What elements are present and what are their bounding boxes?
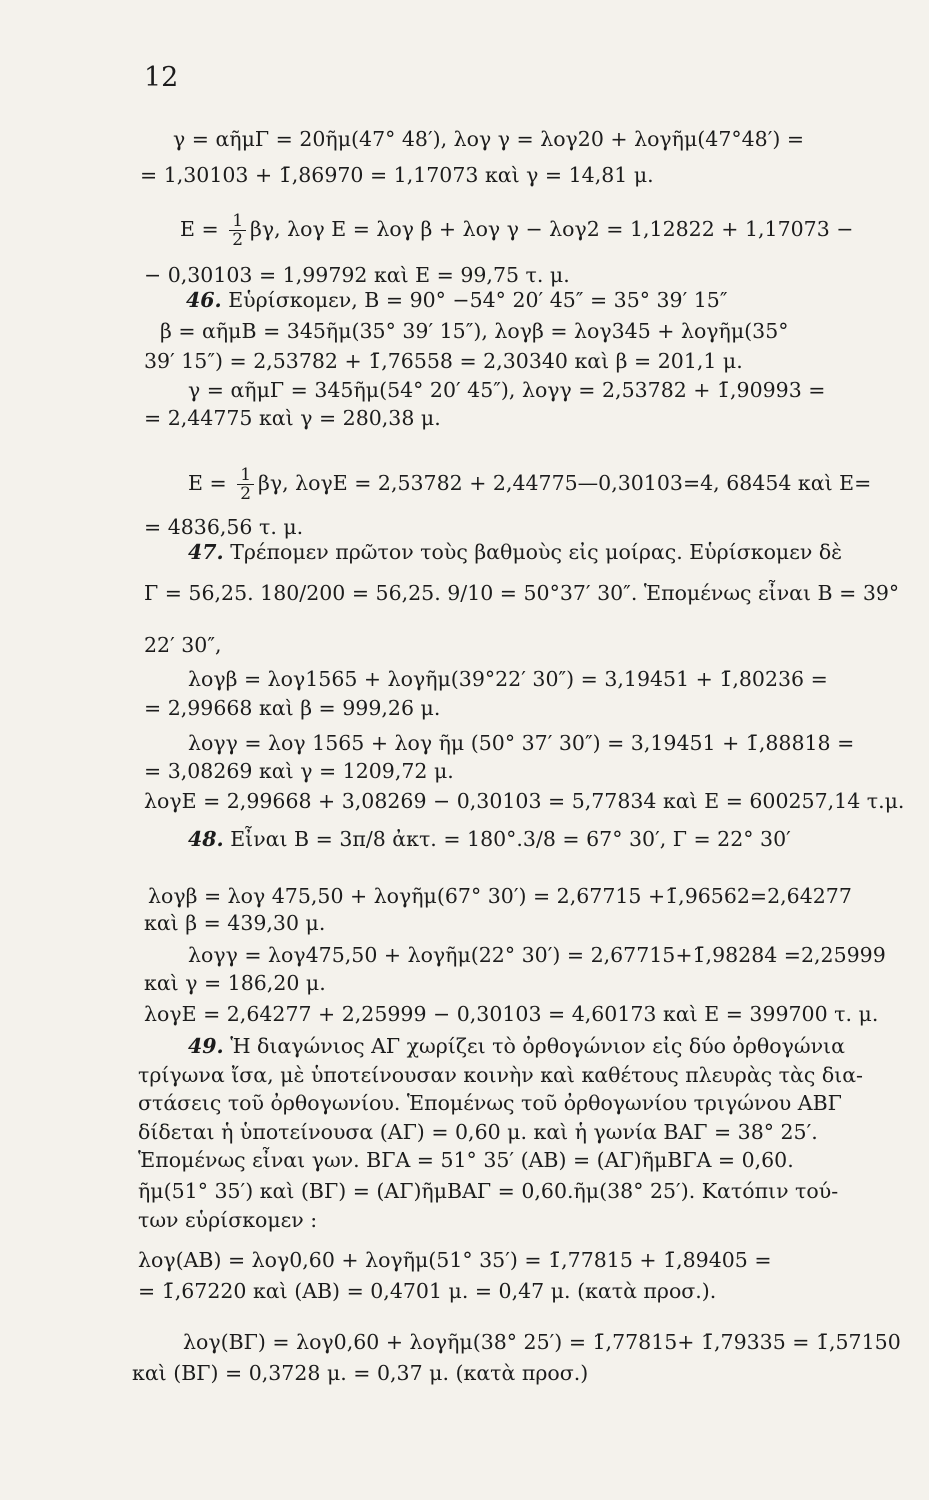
text-line: λογβ = λογ 475,50 + λογῆμ(67° 30′) = 2,67715 +1̄,96562=2,64277 (148, 884, 852, 908)
text-line: Ἑπομένως εἶναι γων. ΒΓΑ = 51° 35′ (ΑΒ) = (ΑΓ)ῆμΒΓΑ = 0,60. (138, 1148, 794, 1172)
text-line: λογγ = λογ475,50 + λογῆμ(22° 30′) = 2,67715+1̄,98284 =2,25999 (188, 943, 886, 967)
exercise-number: 46. (186, 288, 222, 312)
text-line: 49. Ἡ διαγώνιος ΑΓ χωρίζει τὸ ὀρθογώνιον εἰς δύο ὀρθογώνια (188, 1034, 845, 1058)
text-line: = 2,99668 καὶ β = 999,26 μ. (144, 696, 441, 720)
text-line: 39′ 15″) = 2,53782 + 1̄,76558 = 2,30340 καὶ β = 201,1 μ. (144, 349, 743, 373)
exercise-number: 49. (188, 1034, 224, 1058)
text-line: λογ(ΑΒ) = λογ0,60 + λογῆμ(51° 35′) = 1̄,77815 + 1̄,89405 = (138, 1248, 772, 1272)
text-line: E = $\frac{1}{2}$ βγ, λογE = 2,53782 + 2,44775—0,30103=4, 68454 καὶ E= (188, 466, 872, 503)
text-line: στάσεις τοῦ ὀρθογωνίου. Ἑπομένως τοῦ ὀρθογωνίου τριγώνου ΑΒΓ (138, 1091, 842, 1115)
exercise-number: 47. (188, 540, 224, 564)
text-line: − 0,30103 = 1,99792 καὶ E = 99,75 τ. μ. (144, 263, 570, 287)
text-line: δίδεται ἡ ὑποτείνουσα (ΑΓ) = 0,60 μ. καὶ ἡ γωνία ΒΑΓ = 38° 25′. (138, 1120, 818, 1144)
text-line: = 1̄,67220 καὶ (ΑΒ) = 0,4701 μ. = 0,47 μ. (κατὰ προσ.). (138, 1279, 717, 1303)
fraction: $\frac{1}{2}$ (229, 212, 246, 249)
text-line: καὶ β = 439,30 μ. (144, 911, 326, 935)
text-line: 22′ 30″, (144, 633, 222, 657)
text-line: γ = αῆμΓ = 20ῆμ(47° 48′), λογ γ = λογ20 + λογῆμ(47°48′) = (173, 127, 805, 151)
text-line: των εὑρίσκομεν : (138, 1208, 318, 1232)
text-line: 46. Εὑρίσκομεν, B = 90° −54° 20′ 45″ = 35° 39′ 15″ (186, 288, 728, 312)
text-line: = 2,44775 καὶ γ = 280,38 μ. (144, 406, 441, 430)
text-line: = 3,08269 καὶ γ = 1209,72 μ. (144, 759, 454, 783)
text-line: E = $\frac{1}{2}$ βγ, λογ E = λογ β + λογ γ − λογ2 = 1,12822 + 1,17073 − (180, 212, 854, 249)
text-line: λογγ = λογ 1565 + λογ ῆμ (50° 37′ 30″) = 3,19451 + 1̄,88818 = (188, 731, 855, 755)
page-number: 12 (144, 62, 179, 93)
text-line: 47. Τρέπομεν πρῶτον τοὺς βαθμοὺς εἰς μοίρας. Εὑρίσκομεν δὲ (188, 540, 843, 564)
text-line: = 1,30103 + 1̄,86970 = 1,17073 καὶ γ = 14,81 μ. (140, 163, 654, 187)
exercise-number: 48. (188, 827, 224, 851)
text-line: 48. Εἶναι B = 3π/8 ἀκτ. = 180°.3/8 = 67° 30′, Γ = 22° 30′ (188, 827, 791, 851)
text-line: γ = αῆμΓ = 345ῆμ(54° 20′ 45″), λογγ = 2,53782 + 1̄,90993 = (188, 378, 826, 402)
text-line: ῆμ(51° 35′) καὶ (ΒΓ) = (ΑΓ)ῆμΒΑΓ = 0,60.ῆμ(38° 25′). Κατόπιν τού- (138, 1179, 839, 1203)
text-line: λογE = 2,64277 + 2,25999 − 0,30103 = 4,60173 καὶ E = 399700 τ. μ. (144, 1002, 879, 1026)
text-line: καὶ (ΒΓ) = 0,3728 μ. = 0,37 μ. (κατὰ προσ.) (132, 1361, 589, 1385)
text-line: λογβ = λογ1565 + λογῆμ(39°22′ 30″) = 3,19451 + 1̄,80236 = (188, 667, 828, 691)
text-line: καὶ γ = 186,20 μ. (144, 971, 326, 995)
text-line: Γ = 56,25. 180/200 = 56,25. 9/10 = 50°37′ 30″. Ἑπομένως εἶναι B = 39° (144, 581, 900, 605)
text-line: β = αῆμB = 345ῆμ(35° 39′ 15″), λογβ = λογ345 + λογῆμ(35° (160, 319, 789, 343)
text-line: λογE = 2,99668 + 3,08269 − 0,30103 = 5,77834 καὶ E = 600257,14 τ.μ. (144, 789, 905, 813)
text-line: τρίγωνα ἴσα, μὲ ὑποτείνουσαν κοινὴν καὶ καθέτους πλευρὰς τὰς δια- (138, 1063, 863, 1087)
text-line: λογ(ΒΓ) = λογ0,60 + λογῆμ(38° 25′) = 1̄,77815+ 1̄,79335 = 1̄,57150 (183, 1330, 901, 1354)
fraction: $\frac{1}{2}$ (237, 466, 254, 503)
text-line: = 4836,56 τ. μ. (144, 515, 304, 539)
